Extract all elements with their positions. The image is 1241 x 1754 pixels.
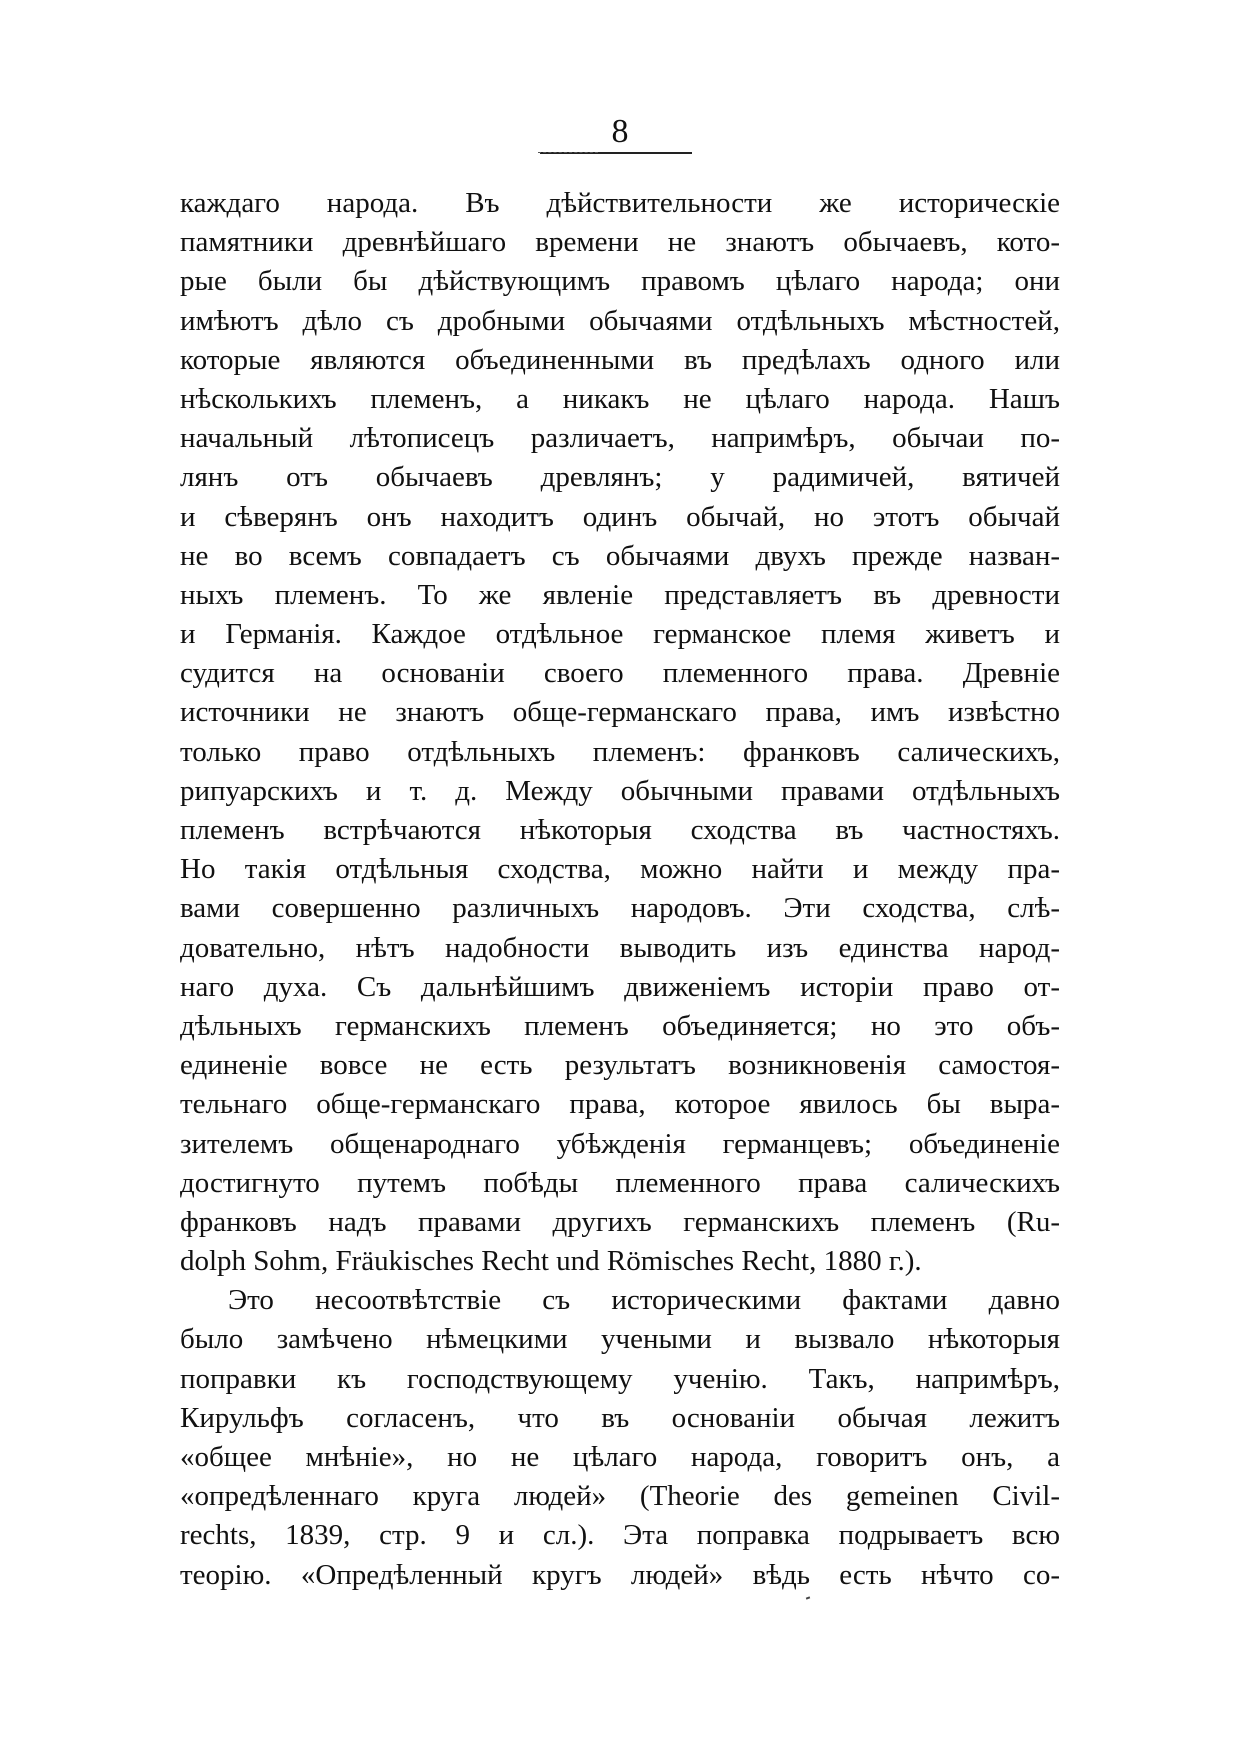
text-line: вами совершенно различныхъ народовъ. Эти сходства, слѣ-	[180, 892, 1060, 925]
text-line-paragraph-end: dolph Sohm, Fräukisches Recht und Römisches Recht, 1880 г.).	[180, 1245, 922, 1278]
text-line: «опредѣленнаго круга людей» (Theorie des gemeinen Civil-	[180, 1480, 1060, 1513]
text-line: рые были бы дѣйствующимъ правомъ цѣлаго народа; они	[180, 265, 1060, 298]
text-line: начальный лѣтописецъ различаетъ, напримѣръ, обычаи по-	[180, 422, 1060, 455]
text-line: имѣютъ дѣло съ дробными обычаями отдѣльныхъ мѣстностей,	[180, 304, 1060, 337]
text-line: «общее мнѣніе», но не цѣлаго народа, говоритъ онъ, а	[180, 1441, 1060, 1473]
text-line: каждаго народа. Въ дѣйствительности же историческіе	[180, 187, 1060, 219]
text-line: достигнуто путемъ побѣды племенного права салическихъ	[180, 1166, 1060, 1199]
text-line: единеніе вовсе не есть результатъ возникновенія самостоя-	[180, 1049, 1060, 1082]
page-number: 8	[611, 113, 630, 150]
text-line: и Германія. Каждое отдѣльное германское племя живетъ и	[180, 618, 1060, 651]
text-line: поправки къ господствующему ученію. Такъ, напримѣръ,	[180, 1362, 1060, 1395]
text-line: племенъ встрѣчаются нѣкоторыя сходства въ частностяхъ.	[180, 814, 1060, 846]
text-line: памятники древнѣйшаго времени не знаютъ обычаевъ, кото-	[180, 226, 1060, 259]
text-line: зителемъ общенароднаго убѣжденія германцевъ; объединеніе	[180, 1127, 1060, 1160]
page-number-rule	[540, 152, 692, 154]
text-line: нѣсколькихъ племенъ, а никакъ не цѣлаго народа. Нашъ	[180, 382, 1060, 415]
text-line-paragraph-start: Это несоотвѣтствіе съ историческими фактами давно	[228, 1284, 1060, 1317]
body-text	[180, 184, 1060, 1595]
text-line: лянъ отъ обычаевъ древлянъ; у радимичей, вятичей	[180, 461, 1060, 494]
text-line: которые являются объединенными въ предѣлахъ одного или	[180, 343, 1060, 376]
text-line: франковъ надъ правами другихъ германскихъ племенъ (Ru-	[180, 1205, 1060, 1238]
text-line: ныхъ племенъ. То же явленіе представляетъ въ древности	[180, 578, 1060, 611]
ink-speck	[806, 1596, 810, 1599]
text-line: тельнаго обще-германскаго права, которое явилось бы выра-	[180, 1088, 1060, 1121]
text-line: Кирульфъ согласенъ, что въ основаніи обычая лежитъ	[180, 1401, 1060, 1434]
text-line: не во всемъ совпадаетъ съ обычаями двухъ прежде назван-	[180, 539, 1060, 572]
text-line: теорію. «Опредѣленный кругъ людей» вѣдь есть нѣчто со-	[180, 1558, 1060, 1591]
text-line: довательно, нѣтъ надобности выводить изъ единства народ-	[180, 931, 1060, 964]
text-line: было замѣчено нѣмецкими учеными и вызвало нѣкоторыя	[180, 1323, 1060, 1356]
text-line: судится на основаніи своего племенного права. Древніе	[180, 657, 1060, 690]
text-line: rechts, 1839, стр. 9 и сл.). Эта поправка подрываетъ всю	[180, 1519, 1060, 1552]
text-line: источники не знаютъ обще-германскаго права, имъ извѣстно	[180, 696, 1060, 729]
text-line: рипуарскихъ и т. д. Между обычными правами отдѣльныхъ	[180, 774, 1060, 807]
text-line: дѣльныхъ германскихъ племенъ объединяется; но это объ-	[180, 1009, 1060, 1042]
text-line: и сѣверянъ онъ находитъ одинъ обычай, но этотъ обычай	[180, 500, 1060, 533]
text-line: только право отдѣльныхъ племенъ: франковъ салическихъ,	[180, 735, 1060, 768]
text-line: Но такія отдѣльныя сходства, можно найти и между пра-	[180, 853, 1060, 886]
text-line: наго духа. Съ дальнѣйшимъ движеніемъ исторіи право от-	[180, 970, 1060, 1003]
